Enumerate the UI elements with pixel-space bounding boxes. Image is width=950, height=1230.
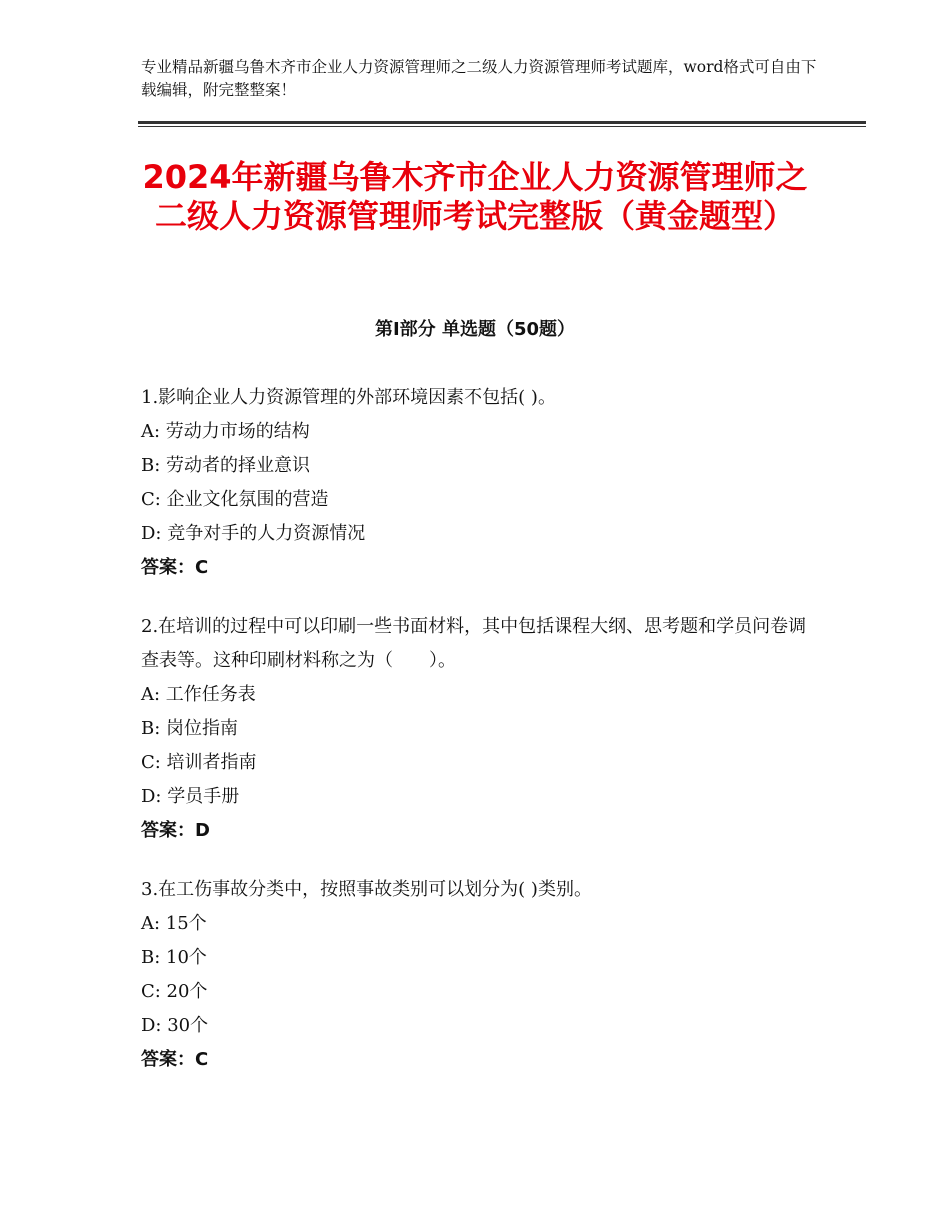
header-divider-thin	[138, 126, 866, 127]
option-c: C: 培训者指南	[141, 752, 257, 773]
answer: 答案：C	[141, 1049, 209, 1070]
question-3	[141, 873, 821, 1077]
question-stem: 3.在工伤事故分类中，按照事故类别可以划分为( )类别。	[141, 879, 592, 900]
section-title: 第Ⅰ部分 单选题（50题）	[374, 319, 575, 340]
answer: 答案：C	[141, 557, 209, 578]
option-b: B: 劳动者的择业意识	[141, 455, 311, 476]
question-2	[141, 610, 821, 848]
option-c: C: 20个	[141, 981, 208, 1002]
option-b: B: 10个	[141, 947, 207, 968]
option-c: C: 企业文化氛围的营造	[141, 489, 329, 510]
option-a: A: 15个	[141, 913, 207, 934]
option-d: D: 30个	[141, 1015, 209, 1036]
header-divider-thick	[138, 121, 866, 124]
header-note: 专业精品新疆乌鲁木齐市企业人力资源管理师之二级人力资源管理师考试题库，word格式可自由下载编辑，附完整整案！	[141, 58, 817, 99]
option-a: A: 工作任务表	[141, 684, 256, 705]
option-d: D: 竞争对手的人力资源情况	[141, 523, 366, 544]
document-title: 2024年新疆乌鲁木齐市企业人力资源管理师之二级人力资源管理师考试完整版（黄金题型）	[142, 158, 808, 235]
option-a: A: 劳动力市场的结构	[141, 421, 310, 442]
option-d: D: 学员手册	[141, 786, 240, 807]
answer: 答案：D	[141, 820, 210, 841]
question-1	[141, 381, 821, 585]
question-list	[141, 381, 821, 1102]
question-stem: 2.在培训的过程中可以印刷一些书面材料，其中包括课程大纲、思考题和学员问卷调查表等。这种印刷材料称之为（ ）。	[141, 616, 807, 671]
option-b: B: 岗位指南	[141, 718, 239, 739]
question-stem: 1.影响企业人力资源管理的外部环境因素不包括( )。	[141, 387, 556, 408]
